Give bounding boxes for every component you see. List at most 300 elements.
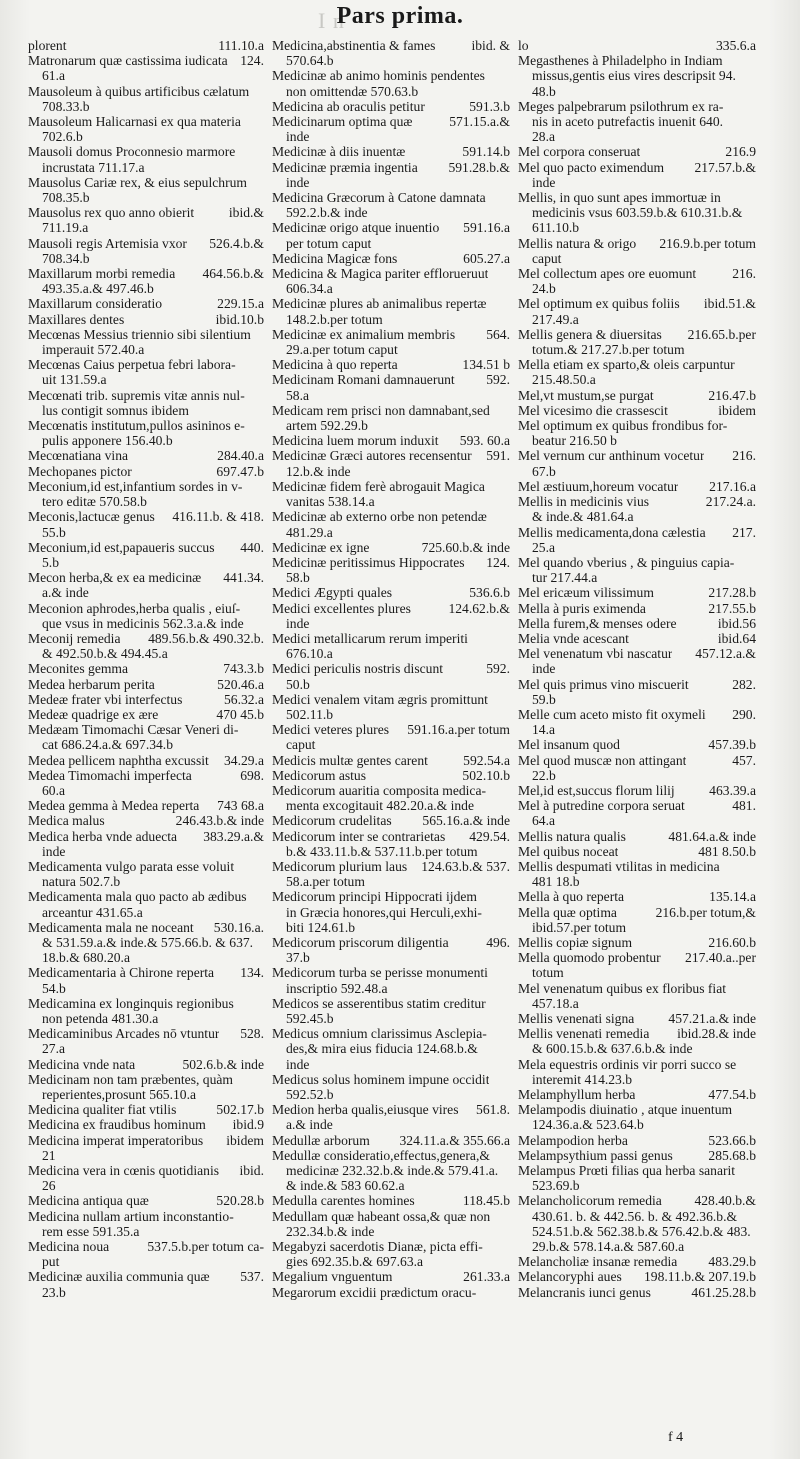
entry-reference: 217. xyxy=(732,524,756,540)
entry-term: Maxillarum morbi remedia xyxy=(28,266,176,282)
index-entry xyxy=(272,889,510,904)
index-entry xyxy=(28,1072,264,1087)
entry-term: Melancranis iunci genus xyxy=(518,1284,651,1300)
index-entry xyxy=(28,38,264,53)
entry-reference: 530.16.a. xyxy=(213,919,264,935)
entry-term: Medicus omnium clarissimus Asclepia- xyxy=(272,1026,487,1042)
entry-term: Medicina ab oraculis petitur xyxy=(272,98,425,114)
entry-reference: ibid.51.& xyxy=(703,296,756,312)
entry-continuation: 37.b xyxy=(286,950,310,966)
entry-term: Mausoli domus Proconnesio marmore xyxy=(28,144,236,160)
entry-continuation: 708.33.b xyxy=(42,98,90,114)
entry-term: Megabyzi sacerdotis Dianæ, picta effi- xyxy=(272,1239,483,1255)
entry-term: Medicina à quo reperta xyxy=(272,357,398,373)
entry-continuation: arceantur 431.65.a xyxy=(42,904,143,920)
entry-term: Mel ericæum vilissimum xyxy=(518,585,654,601)
entry-continuation: caput xyxy=(286,737,316,753)
entry-term: Medicina antiqua quæ xyxy=(28,1193,149,1209)
entry-term: Mella à puris eximenda xyxy=(518,600,646,616)
index-entry xyxy=(28,236,264,251)
entry-reference: 124. xyxy=(240,53,264,69)
entry-continuation: medicinis vsus 603.59.b.& 610.31.b.& xyxy=(532,205,743,221)
entry-reference: 217.57.b.& xyxy=(694,159,756,175)
index-entry xyxy=(272,144,510,159)
entry-reference: 246.43.b.& inde xyxy=(175,813,264,829)
entry-reference: 217.16.a xyxy=(709,478,756,494)
index-entry xyxy=(518,1285,756,1300)
entry-continuation: 711.19.a xyxy=(42,220,89,236)
entry-continuation: 493.35.a.& 497.46.b xyxy=(42,281,154,297)
entry-reference: 571.15.a.& xyxy=(449,114,510,130)
index-entry xyxy=(518,494,756,509)
entry-term: Mel venenatum quibus ex floribus fiat xyxy=(518,980,727,996)
index-entry xyxy=(272,357,510,372)
index-entry xyxy=(272,555,510,570)
entry-reference: 591.16.a.per totum xyxy=(407,722,510,738)
index-entry xyxy=(518,829,756,844)
index-entry xyxy=(518,357,756,372)
index-entry xyxy=(518,38,756,53)
index-entry xyxy=(518,1193,756,1208)
index-entry xyxy=(518,418,756,433)
index-entry xyxy=(28,448,264,463)
entry-reference: 118.45.b xyxy=(462,1193,510,1209)
entry-term: Medea pellicem naphtha excussit xyxy=(28,752,209,768)
entry-continuation: 14.a xyxy=(532,722,556,738)
entry-term: Mel quando vberius , & pinguius capia- xyxy=(518,554,735,570)
entry-term: Mel vernum cur anthinum vocetur xyxy=(518,448,705,464)
index-entry xyxy=(272,327,510,342)
entry-term: Medicinæ peritissimus Hippocrates xyxy=(272,554,465,570)
entry-term: Mel,id est,succus florum lilij xyxy=(518,782,675,798)
index-entry xyxy=(518,1133,756,1148)
entry-reference: 217.28.b xyxy=(708,585,756,601)
index-entry xyxy=(272,433,510,448)
index-entry xyxy=(518,859,756,874)
entry-term: Medicinæ Græci autores recensentur xyxy=(272,448,472,464)
entry-term: Medicinam non tam præbentes, quàm xyxy=(28,1071,233,1087)
entry-term: Medicamenta mala quo pacto ab ædibus xyxy=(28,889,247,905)
entry-continuation: 60.a xyxy=(42,782,66,798)
entry-reference: 463.39.a xyxy=(709,782,756,798)
index-entry xyxy=(28,205,264,220)
entry-term: Medea Timomachi imperfecta xyxy=(28,767,192,783)
entry-reference: 217.55.b xyxy=(708,600,756,616)
entry-continuation: 48.b xyxy=(532,83,556,99)
index-entry xyxy=(28,1193,264,1208)
entry-continuation: 25.a xyxy=(532,539,556,555)
entry-continuation: rem esse 591.35.a xyxy=(42,1223,140,1239)
index-entry xyxy=(28,175,264,190)
entry-term: Medea herbarum perita xyxy=(28,676,155,692)
entry-continuation: 29.a.per totum caput xyxy=(286,342,398,358)
index-entry xyxy=(28,965,264,980)
index-entry xyxy=(272,99,510,114)
entry-reference: 217.24.a. xyxy=(705,494,756,510)
entry-term: Mel optimum ex quibus foliis xyxy=(518,296,680,312)
entry-term: Medicina,abstinentia & fames xyxy=(272,38,436,53)
entry-term: Melamphyllum herba xyxy=(518,1087,636,1103)
entry-reference: 605.27.a xyxy=(463,250,510,266)
entry-term: Medici Ægypti quales xyxy=(272,585,393,601)
index-column-middle xyxy=(272,38,510,1300)
entry-term: Medicina vnde nata xyxy=(28,1056,136,1072)
entry-continuation: inde xyxy=(532,661,556,677)
entry-reference: 591.16.a xyxy=(463,220,510,236)
entry-reference: 489.56.b.& 490.32.b. xyxy=(148,630,264,646)
entry-continuation: 215.48.50.a xyxy=(532,372,596,388)
entry-term: lo xyxy=(518,38,529,53)
index-entry xyxy=(28,509,264,524)
entry-term: Medicinæ à diis inuentæ xyxy=(272,144,406,160)
entry-term: Mellis copiæ signum xyxy=(518,934,633,950)
entry-term: Mel vicesimo die crassescit xyxy=(518,402,668,418)
entry-reference: 34.29.a xyxy=(223,752,264,768)
index-entry xyxy=(272,403,510,418)
index-entry xyxy=(518,631,756,646)
index-entry xyxy=(272,996,510,1011)
entry-reference: 216. xyxy=(732,266,756,282)
index-entry xyxy=(28,996,264,1011)
entry-term: plorent xyxy=(28,38,67,53)
entry-term: Medea gemma à Medea reperta xyxy=(28,798,200,814)
index-entry xyxy=(28,601,264,616)
entry-reference: 564. xyxy=(486,326,510,342)
entry-term: Melampodion herba xyxy=(518,1132,628,1148)
index-entry xyxy=(518,981,756,996)
entry-continuation: medicinæ 232.32.b.& inde.& 579.41.a. xyxy=(286,1163,499,1179)
entry-term: Medicina Magicæ fons xyxy=(272,250,398,266)
index-entry xyxy=(28,859,264,874)
entry-term: Melampodis diuinatio , atque inuentum xyxy=(518,1102,733,1118)
entry-term: Medicinæ auxilia communia quæ xyxy=(28,1269,210,1285)
entry-term: Meges palpebrarum psilothrum ex ra- xyxy=(518,98,724,114)
index-entry xyxy=(28,570,264,585)
index-entry xyxy=(272,220,510,235)
index-entry xyxy=(272,631,510,646)
entry-term: Medicorum principi Hippocrati ijdem xyxy=(272,889,477,905)
entry-term: Megalium vnguentum xyxy=(272,1269,393,1285)
index-entry xyxy=(518,1148,756,1163)
entry-reference: 124. xyxy=(486,554,510,570)
entry-term: Medicamenta mala ne noceant xyxy=(28,919,194,935)
entry-continuation: missus,gentis eius vires descripsit 94. xyxy=(532,68,736,84)
entry-continuation: 708.35.b xyxy=(42,190,90,206)
index-entry xyxy=(28,813,264,828)
entry-term: Mausolus Cariæ rex, & eius sepulchrum xyxy=(28,174,247,190)
index-entry xyxy=(518,1163,756,1178)
entry-reference: ibid.28.& inde xyxy=(677,1026,756,1042)
entry-term: Meconites gemma xyxy=(28,661,129,677)
entry-reference: 134.51 b xyxy=(462,357,510,373)
entry-term: Medicina imperat imperatoribus xyxy=(28,1132,204,1148)
entry-term: Medicina Græcorum à Catone damnata xyxy=(272,190,486,206)
entry-term: Mel quis primus vino miscuerit xyxy=(518,676,689,692)
index-entry xyxy=(28,1269,264,1284)
signature-mark: f 4 xyxy=(668,1430,684,1445)
index-entry xyxy=(272,540,510,555)
entry-reference: 477.54.b xyxy=(708,1087,756,1103)
entry-continuation: pulis apponere 156.40.b xyxy=(42,433,173,449)
index-entry xyxy=(518,646,756,661)
entry-reference: 135.14.a xyxy=(709,889,756,905)
index-entry xyxy=(518,1269,756,1284)
entry-continuation: inde xyxy=(42,843,66,859)
entry-continuation: 611.10.b xyxy=(532,220,580,236)
entry-term: Medicinæ plures ab animalibus repertæ xyxy=(272,296,487,312)
index-entry xyxy=(272,1285,510,1300)
entry-term: Medicina qualiter fiat vtilis xyxy=(28,1102,177,1118)
entry-continuation: cat 686.24.a.& 697.34.b xyxy=(42,737,174,753)
index-entry xyxy=(28,144,264,159)
entry-reference: 335.6.a xyxy=(715,38,756,53)
entry-reference: ibid.& xyxy=(228,205,264,221)
index-entry xyxy=(28,1057,264,1072)
entry-term: Medicinæ ab externo orbe non petendæ xyxy=(272,509,487,525)
index-entry xyxy=(272,251,510,266)
index-entry xyxy=(28,889,264,904)
entry-reference: 56.32.a xyxy=(223,691,264,707)
entry-reference: 464.56.b.& xyxy=(202,266,264,282)
entry-term: Mecœnatiana vina xyxy=(28,448,129,464)
entry-term: Medicis multæ gentes carent xyxy=(272,752,428,768)
entry-reference: 198.11.b.& 207.19.b xyxy=(643,1269,756,1285)
entry-continuation: 61.a xyxy=(42,68,66,84)
entry-term: Medici veteres plures xyxy=(272,722,390,738)
entry-continuation: per totum caput xyxy=(286,235,372,251)
entry-reference: 520.46.a xyxy=(217,676,264,692)
entry-continuation: 18.b.& 680.20.a xyxy=(42,950,130,966)
index-entry xyxy=(28,357,264,372)
page-title: Pars prima. xyxy=(336,3,464,29)
entry-reference: 124.62.b.& xyxy=(448,600,510,616)
entry-term: Medicinam Romani damnauerunt xyxy=(272,372,455,388)
index-entry xyxy=(28,920,264,935)
entry-reference: 526.4.b.& xyxy=(209,235,264,251)
entry-reference: ibid. xyxy=(239,1163,264,1179)
index-entry xyxy=(518,950,756,965)
index-entry xyxy=(28,1239,264,1254)
entry-continuation: 702.6.b xyxy=(42,129,83,145)
index-entry xyxy=(28,1209,264,1224)
index-entry xyxy=(272,114,510,129)
index-entry xyxy=(272,1209,510,1224)
entry-reference: 591.3.b xyxy=(469,98,510,114)
entry-continuation: & inde.& 583 60.62.a xyxy=(286,1178,405,1194)
entry-continuation: 5.b xyxy=(42,554,59,570)
entry-term: Melampus Prœti filias qua herba sanarit xyxy=(518,1163,736,1179)
entry-continuation: put xyxy=(42,1254,60,1270)
entry-term: Melle cum aceto misto fit oxymeli xyxy=(518,706,706,722)
entry-term: Medicinæ ex animalium membris xyxy=(272,326,456,342)
entry-reference: ibid.9 xyxy=(232,1117,264,1133)
entry-continuation: inde xyxy=(286,615,310,631)
entry-continuation: b.& 433.11.b.& 537.11.b.per totum xyxy=(286,843,478,859)
index-entry xyxy=(28,327,264,342)
index-entry xyxy=(518,1102,756,1117)
entry-continuation: reperientes,prosunt 565.10.a xyxy=(42,1087,197,1103)
entry-term: Melancoryphi aues xyxy=(518,1269,622,1285)
entry-continuation: 217.49.a xyxy=(532,311,579,327)
entry-reference: 565.16.a.& inde xyxy=(422,813,510,829)
index-entry xyxy=(518,783,756,798)
entry-continuation: 457.18.a xyxy=(532,995,579,1011)
entry-term: Medicorum crudelitas xyxy=(272,813,392,829)
index-entry xyxy=(518,99,756,114)
entry-reference: 536.6.b xyxy=(469,585,510,601)
index-entry xyxy=(272,692,510,707)
entry-term: Mellis venenati signa xyxy=(518,1011,635,1026)
entry-term: Mel insanum quod xyxy=(518,737,620,753)
index-entry xyxy=(272,768,510,783)
entry-term: Mellis venenati remedia xyxy=(518,1026,650,1042)
index-entry xyxy=(518,266,756,281)
index-entry xyxy=(272,448,510,463)
index-entry xyxy=(272,1193,510,1208)
entry-reference: 483.29.b xyxy=(708,1254,756,1270)
entry-continuation: natura 502.7.b xyxy=(42,874,121,890)
index-entry xyxy=(272,190,510,205)
entry-term: Medicamenta vulgo parata esse voluit xyxy=(28,858,235,874)
entry-continuation: nis in aceto putrefactis inuenit 640. xyxy=(532,114,724,130)
entry-continuation: uit 131.59.a xyxy=(42,372,107,388)
entry-reference: 502.10.b xyxy=(462,767,510,783)
entry-term: Meconium,id est,papaueris succus xyxy=(28,539,215,555)
entry-reference: ibidem xyxy=(226,1132,264,1148)
entry-reference: 591. xyxy=(486,448,510,464)
entry-continuation: 50.b xyxy=(286,676,310,692)
entry-term: Medicorum auaritia composita medica- xyxy=(272,782,487,798)
entry-term: Mechopanes pictor xyxy=(28,463,132,479)
entry-continuation: totum xyxy=(532,965,564,981)
index-entry xyxy=(272,829,510,844)
entry-continuation: 29.b.& 578.14.a.& 587.60.a xyxy=(532,1239,685,1255)
index-entry xyxy=(272,1148,510,1163)
entry-continuation: ibid.57.per totum xyxy=(532,919,627,935)
index-entry xyxy=(28,540,264,555)
entry-term: Medicina vera in cœnis quotidianis xyxy=(28,1163,220,1179)
entry-reference: 216.9.b.per totum xyxy=(659,235,756,251)
entry-term: Medicos se asserentibus statim creditur xyxy=(272,995,486,1011)
index-entry xyxy=(28,1133,264,1148)
entry-reference: 134. xyxy=(240,965,264,981)
entry-reference: 743.3.b xyxy=(223,661,264,677)
entry-reference: 324.11.a.& 355.66.a xyxy=(399,1132,510,1148)
entry-reference: 216. xyxy=(732,448,756,464)
entry-term: Medicina & Magica pariter efflorueruut xyxy=(272,266,489,282)
index-entry xyxy=(518,677,756,692)
index-entry xyxy=(28,1163,264,1178)
index-entry xyxy=(518,296,756,311)
entry-term: Mela equestris ordinis vir porri succo se xyxy=(518,1056,737,1072)
entry-continuation: 592.45.b xyxy=(286,1011,334,1026)
entry-term: Mausoleum à quibus artificibus cælatum xyxy=(28,83,250,99)
entry-continuation: 676.10.a xyxy=(286,646,333,662)
index-entry xyxy=(28,1026,264,1041)
index-entry xyxy=(28,266,264,281)
entry-continuation: 430.61. b. & 442.56. b. & 492.36.b.& xyxy=(532,1208,738,1224)
index-column-left xyxy=(28,38,264,1300)
index-entry xyxy=(272,753,510,768)
index-entry xyxy=(272,1133,510,1148)
index-entry xyxy=(272,38,510,53)
entry-continuation: 481.29.a xyxy=(286,524,333,540)
entry-term: Mellis despumati vtilitas in medicina xyxy=(518,858,720,874)
index-entry xyxy=(518,144,756,159)
entry-term: Medicorum priscorum diligentia xyxy=(272,934,449,950)
index-entry xyxy=(272,1269,510,1284)
index-entry xyxy=(518,388,756,403)
entry-continuation: caput xyxy=(532,250,562,266)
entry-reference: 461.25.28.b xyxy=(691,1284,756,1300)
index-entry xyxy=(28,114,264,129)
entry-term: Medici metallicarum rerum imperiti xyxy=(272,630,468,646)
index-entry xyxy=(272,661,510,676)
index-entry xyxy=(28,1117,264,1132)
index-entry xyxy=(272,783,510,798)
index-entry xyxy=(518,1254,756,1269)
index-entry xyxy=(28,296,264,311)
index-entry xyxy=(28,768,264,783)
index-entry xyxy=(272,296,510,311)
entry-term: Medeæ quadrige ex ære xyxy=(28,706,159,722)
entry-term: Mel æstiuum,horeum vocatur xyxy=(518,478,679,494)
entry-term: Mellis natura & origo xyxy=(518,235,637,251)
entry-reference: 284.40.a xyxy=(217,448,264,464)
index-entry xyxy=(28,479,264,494)
index-entry xyxy=(28,722,264,737)
entry-reference: 502.17.b xyxy=(216,1102,264,1118)
entry-term: Maxillares dentes xyxy=(28,311,125,327)
entry-term: Medicaminibus Arcades nō vtuntur xyxy=(28,1026,220,1042)
entry-term: Melampsythium passi genus xyxy=(518,1147,673,1163)
entry-term: Meconij remedia xyxy=(28,630,121,646)
entry-reference: 591.14.b xyxy=(462,144,510,160)
entry-reference: ibidem xyxy=(718,402,756,418)
entry-continuation: 124.36.a.& 523.64.b xyxy=(532,1117,644,1133)
entry-reference: ibid.64 xyxy=(717,630,756,646)
entry-reference: 229.15.a xyxy=(217,296,264,312)
entry-reference: 457. xyxy=(732,752,756,768)
index-entry xyxy=(518,798,756,813)
index-entry xyxy=(272,965,510,980)
entry-continuation: 55.b xyxy=(42,524,66,540)
entry-term: Medici venalem vitam ægris promittunt xyxy=(272,691,488,707)
entry-reference: 428.40.b.& xyxy=(694,1193,756,1209)
entry-reference: 261.33.a xyxy=(463,1269,510,1285)
index-entry xyxy=(518,1057,756,1072)
index-column-right xyxy=(518,38,756,1300)
index-entry xyxy=(272,859,510,874)
entry-reference: 592.54.a xyxy=(463,752,510,768)
entry-term: Medulla carentes homines xyxy=(272,1193,415,1209)
entry-term: Medicina nullam artium inconstantio- xyxy=(28,1208,234,1224)
index-entry xyxy=(272,372,510,387)
entry-continuation: & 492.50.b.& 494.45.a xyxy=(42,646,168,662)
index-entry xyxy=(272,160,510,175)
index-entry xyxy=(518,327,756,342)
entry-continuation: imperauit 572.40.a xyxy=(42,342,145,358)
index-entry xyxy=(518,479,756,494)
entry-reference: 217.40.a..per xyxy=(685,950,756,966)
entry-continuation: biti 124.61.b xyxy=(286,919,356,935)
entry-continuation: 502.11.b xyxy=(286,706,334,722)
entry-continuation: 67.b xyxy=(532,463,556,479)
index-entry xyxy=(518,844,756,859)
entry-reference: 502.6.b.& inde xyxy=(182,1056,264,1072)
entry-term: Mel à putredine corpora seruat xyxy=(518,798,685,814)
entry-continuation: inde xyxy=(532,174,556,190)
